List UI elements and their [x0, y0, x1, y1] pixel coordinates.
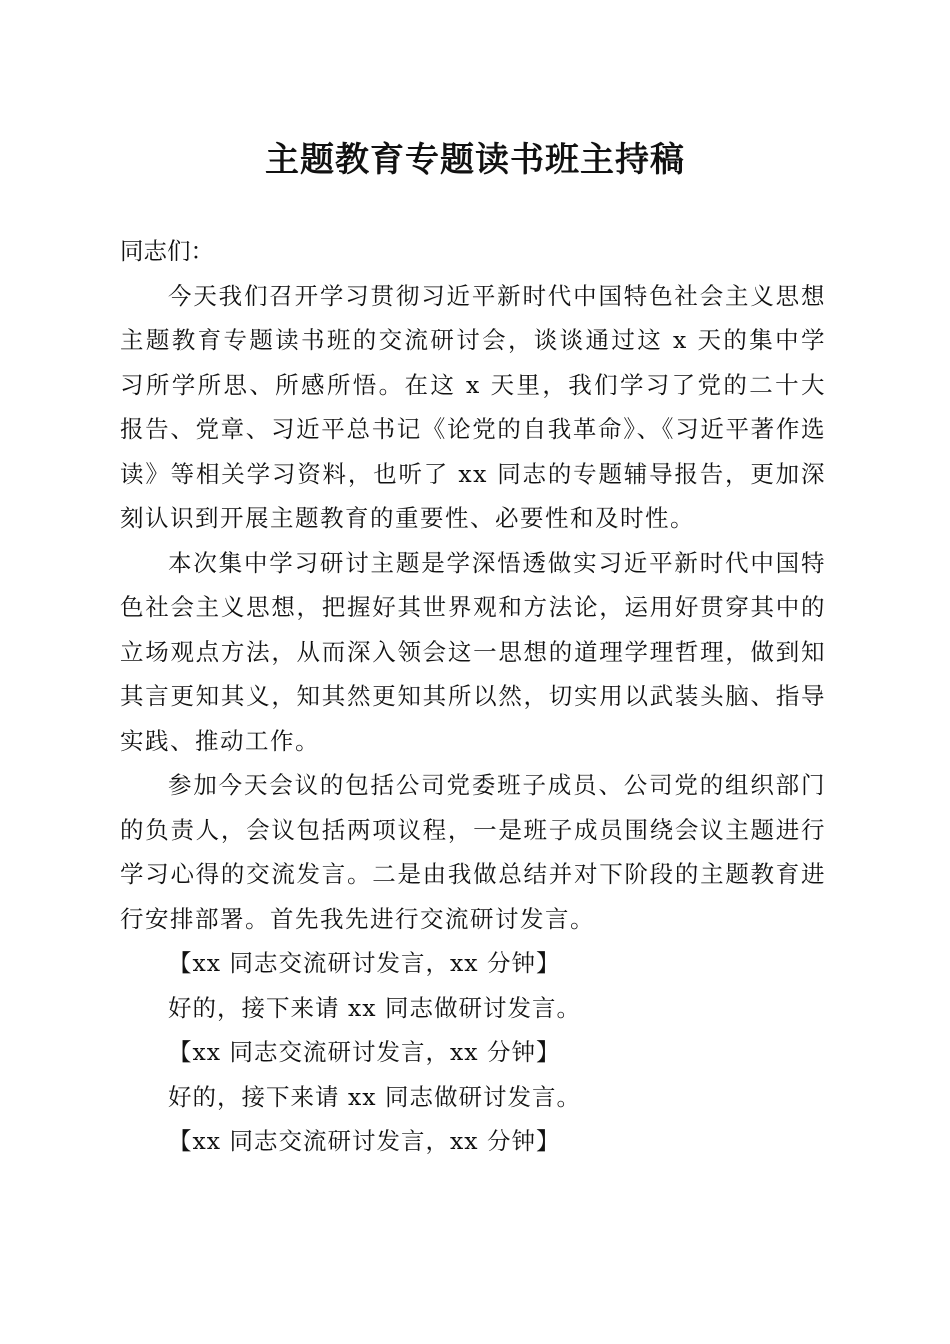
agenda-line: 好的，接下来请 xx 同志做研讨发言。 [168, 1082, 581, 1111]
document-body [120, 229, 826, 1164]
paragraph-opening: 今天我们召开学习贯彻习近平新时代中国特色社会主义思想主题教育专题读书班的交流研讨会，谈谈通过这 x 天的集中学习所学所思、所感所悟。在这 x 天里，我们学习了党的二十大报告、党章、习近平总书记《论党的自我革命》、《习近平著作选读》等相关学习资料，也听了 xx 同志的专题辅导报告，更加深刻认识到开展主题教育的重要性、必要性和及时性。 [120, 281, 826, 532]
agenda-line: 【xx 同志交流研讨发言，xx 分钟】 [168, 1038, 561, 1066]
paragraph-attendees-agenda: 参加今天会议的包括公司党委班子成员、公司党的组织部门的负责人，会议包括两项议程，一是班子成员围绕会议主题进行学习心得的交流发言。二是由我做总结并对下阶段的主题教育进行安排部署。首先我先进行交流研讨发言。 [120, 771, 826, 933]
salutation: 同志们： [120, 237, 214, 265]
document-title: 主题教育专题读书班主持稿 [265, 140, 685, 180]
agenda-line: 【xx 同志交流研讨发言，xx 分钟】 [168, 1127, 561, 1155]
agenda-line: 【xx 同志交流研讨发言，xx 分钟】 [168, 949, 561, 977]
paragraph-study-theme: 本次集中学习研讨主题是学深悟透做实习近平新时代中国特色社会主义思想，把握好其世界观和方法论，运用好贯穿其中的立场观点方法，从而深入领会这一思想的道理学理哲理，做到知其言更知其义，知其然更知其所以然，切实用以武装头脑、指导实践、推动工作。 [120, 548, 826, 755]
agenda-line: 好的，接下来请 xx 同志做研讨发言。 [168, 993, 581, 1022]
